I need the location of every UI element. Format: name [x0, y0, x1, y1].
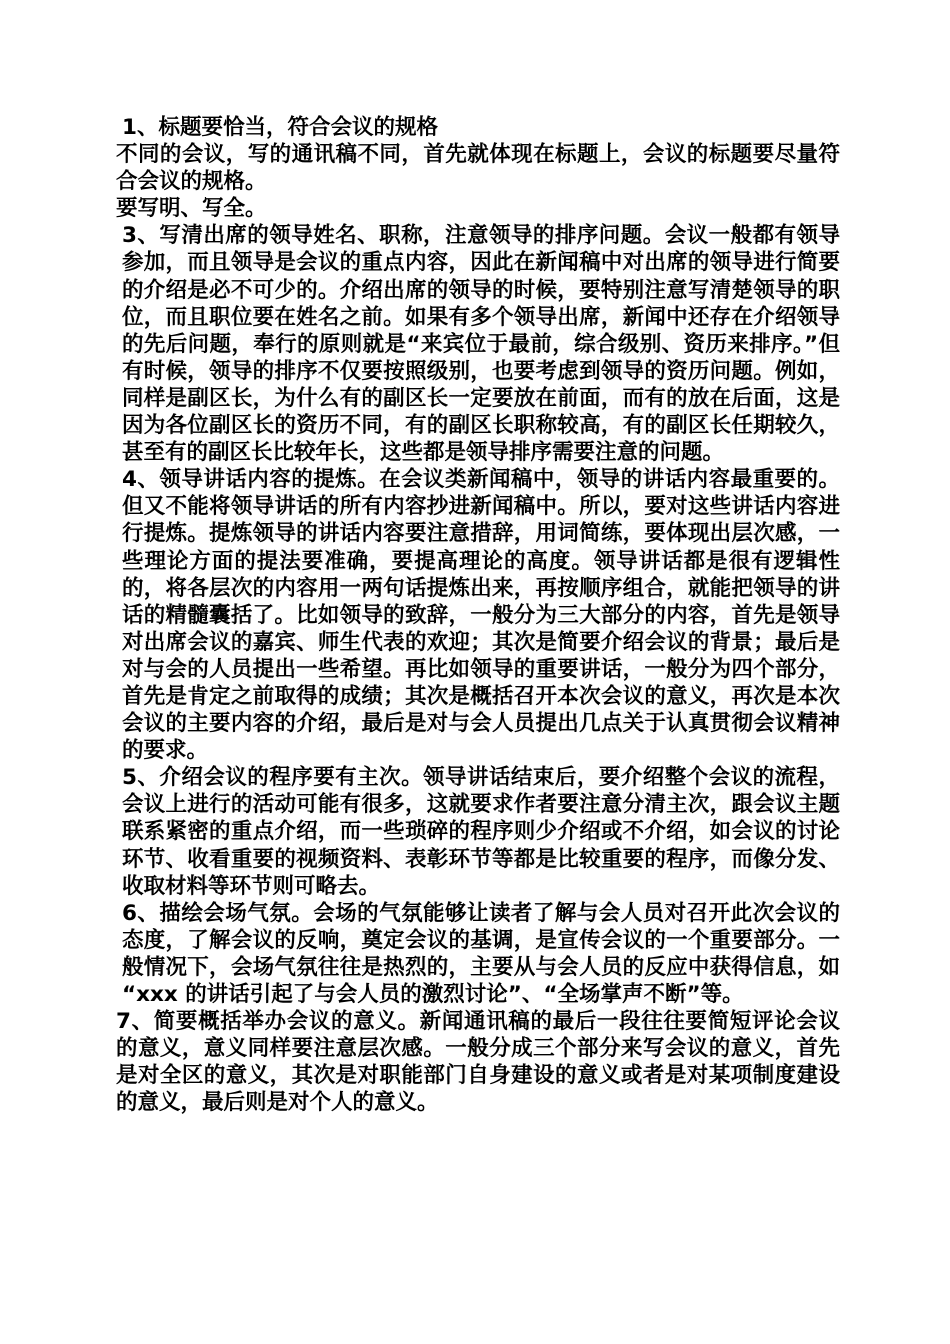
paragraph-3: 要写明、写全。 [116, 196, 267, 222]
paragraph-2: 不同的会议，写的通讯稿不同，首先就体现在标题上，会议的标题要尽量符合会议的规格。 [116, 142, 840, 195]
paragraph-1: 1、标题要恰当，符合会议的规格 [122, 115, 438, 140]
paragraph-8: 7、简要概括举办会议的意义。新闻通讯稿的最后一段往往要简短评论会议的意义，意义同样要注意层次感。一般分成三个部分来写会议的意义，首先是对全区的意义，其次是对职能部门自身建设的意义或者是对某项制度建设的意义，最后则是对个人的意义。 [116, 1009, 840, 1116]
paragraph-4: 3、写清出席的领导姓名、职称，注意领导的排序问题。会议一般都有领导参加，而且领导是会议的重点内容，因此在新闻稿中对出席的领导进行简要的介绍是必不可少的。介绍出席的领导的时候，要特别注意写清楚领导的职位，而且职位要在姓名之前。如果有多个领导出席，新闻中还存在介绍领导的先后问题，奉行的原则就是“来宾位于最前，综合级别、资历来排序。”但有时候，领导的排序不仅要按照级别，也要考虑到领导的资历问题。例如，同样是副区长，为什么有的副区长一定要放在前面，而有的放在后面，这是因为各位副区长的资历不同，有的副区长职称较高，有的副区长任期较久，甚至有的副区长比较年长，这些都是领导排序需要注意的问题。 [122, 223, 840, 466]
document-body [116, 114, 840, 1116]
paragraph-6: 5、介绍会议的程序要有主次。领导讲话结束后，要介绍整个会议的流程，会议上进行的活动可能有很多，这就要求作者要注意分清主次，跟会议主题联系紧密的重点介绍，而一些琐碎的程序则少介绍或不介绍，如会议的讨论环节、收看重要的视频资料、表彰环节等都是比较重要的程序，而像分发、收取材料等环节则可略去。 [122, 765, 840, 899]
paragraph-7: 6、描绘会场气氛。会场的气氛能够让读者了解与会人员对召开此次会议的态度，了解会议的反响，奠定会议的基调，是宣传会议的一个重要部分。一般情况下，会场气氛往往是热烈的，主要从与会人员的反应中获得信息，如 “xxx 的讲话引起了与会人员的激烈讨论”、“全场掌声不断”等。 [122, 900, 840, 1007]
paragraph-5: 4、领导讲话内容的提炼。在会议类新闻稿中，领导的讲话内容最重要的。但又不能将领导讲话的所有内容抄进新闻稿中。所以，要对这些讲话内容进行提炼。提炼领导的讲话内容要注意措辞，用词简练，要体现出层次感，一些理论方面的提法要准确，要提高理论的高度。领导讲话都是很有逻辑性的，将各层次的内容用一两句话提炼出来，再按顺序组合，就能把领导的讲话的精髓囊括了。比如领导的致辞，一般分为三大部分的内容，首先是领导对出席会议的嘉宾、师生代表的欢迎；其次是简要介绍会议的背景；最后是对与会的人员提出一些希望。再比如领导的重要讲话，一般分为四个部分，首先是肯定之前取得的成绩；其次是概括召开本次会议的意义，再次是本次会议的主要内容的介绍，最后是对与会人员提出几点关于认真贯彻会议精神的要求。 [122, 467, 840, 764]
